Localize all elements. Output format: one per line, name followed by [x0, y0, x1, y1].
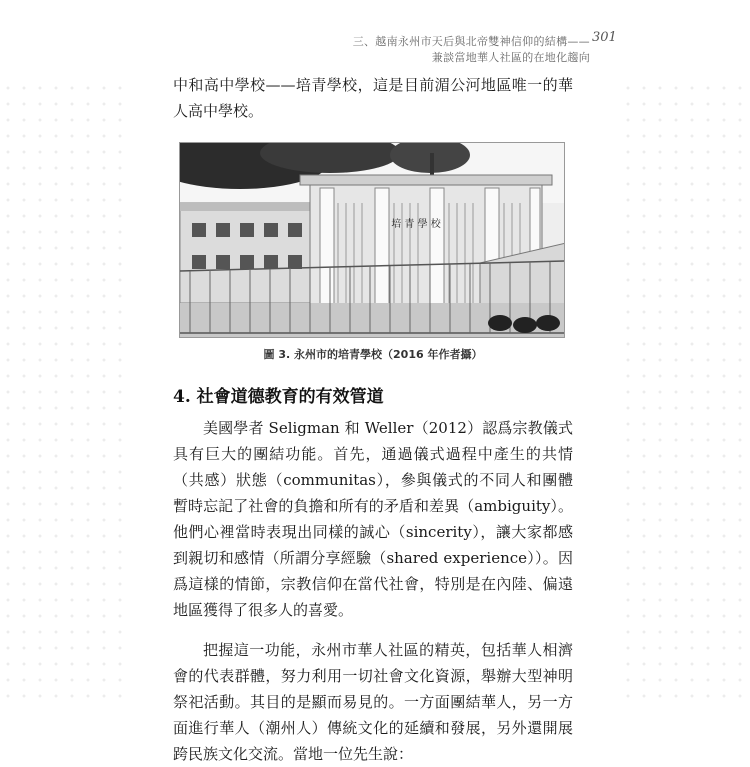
running-header [353, 34, 590, 66]
figure-caption: 圖 3. 永州市的培青學校（2016 年作者攝） [263, 348, 483, 361]
school-sign: 培 青 學 校 [391, 219, 441, 230]
running-head-line-2: 兼談當地華人社區的在地化趨向 [431, 51, 590, 64]
paragraph-spacer [173, 623, 573, 637]
body-paragraph-2: 把握這一功能，永州市華人社區的精英，包括華人相濟會的代表群體，努力利用一切社會文化資源，舉辦大型神明祭祀活動。其目的是顯而易見的。一方面團結華人，另一方面進行華人（潮州人）傳統文化的延續和發展，另外還開展跨民族文化交流。當地一位先生說： [173, 641, 573, 763]
running-head-line-1: 三、越南永州市天后與北帝雙神信仰的結構—— [352, 35, 590, 48]
section-heading: 4. 社會道德教育的有效管道 [173, 387, 384, 407]
decorative-dot-pattern-right [620, 80, 750, 700]
body-paragraph-1: 美國學者 Seligman 和 Weller（2012）認爲宗教儀式具有巨大的團結功能。首先，通過儀式過程中產生的共情（共感）狀態（communitas），參與儀式的不同人和團體暫時忘記了社會的負擔和所有的矛盾和差異（ambiguity）。他們心裡當時表現出同樣的誠心（sincerity），讓大家都感到親切和感情（所謂分享經驗（shared experience））。因爲這樣的情節，宗教信仰在當代社會，特別是在內陸、偏遠地區獲得了很多人的喜愛。 [173, 419, 573, 619]
page-body [173, 72, 573, 767]
intro-paragraph: 中和高中學校——培青學校，這是目前湄公河地區唯一的華人高中學校。 [173, 76, 573, 120]
decorative-dot-pattern-left [0, 80, 130, 700]
page-number: 301 [592, 30, 617, 45]
school-photo [179, 142, 565, 338]
school-building-illustration [180, 143, 565, 338]
